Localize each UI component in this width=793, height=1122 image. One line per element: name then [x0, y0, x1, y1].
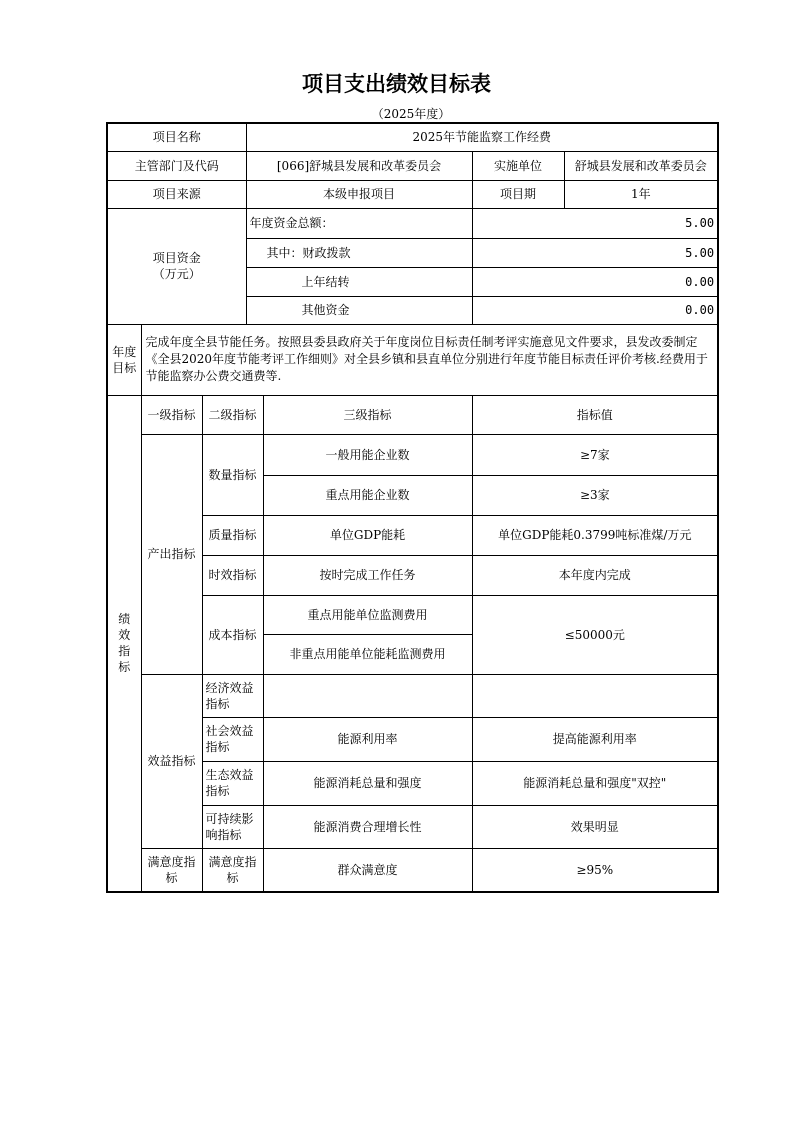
dept-value: [066]舒城县发展和改革委员会: [246, 151, 472, 180]
l3-indicator: 一般用能企业数: [263, 434, 472, 475]
indicator-value: ≤50000元: [472, 595, 718, 674]
name-label: 项目名称: [107, 123, 246, 151]
funds-label-text: 项目资金: [152, 251, 201, 265]
fund-value: 0.00: [472, 296, 718, 324]
benefit-label: 效益指标: [141, 674, 202, 848]
l3-indicator: 能源消费合理增长性: [263, 805, 472, 848]
l3-indicator: 重点用能单位监测费用: [263, 595, 472, 634]
l3-indicator: 能源利用率: [263, 717, 472, 761]
fund-label: 年度资金总额：: [246, 208, 472, 238]
header-l2: 二级指标: [202, 395, 263, 434]
indicator-value: 提高能源利用率: [472, 717, 718, 761]
output-label: 产出指标: [141, 434, 202, 674]
fund-label: 上年结转: [246, 267, 472, 296]
indicator-value: 能源消耗总量和强度"双控": [472, 761, 718, 805]
perf-label: 绩效指标: [107, 395, 141, 892]
goal-text: 完成年度全县节能任务。按照县委县政府关于年度岗位目标责任制考评实施意见文件要求，县发改委制定《全县2020年度节能考评工作细则》对全县乡镇和县直单位分别进行年度节能目标责任评价考核.经费用于节能监察办公费交通费等.: [141, 324, 718, 395]
header-value: 指标值: [472, 395, 718, 434]
source-value: 本级申报项目: [246, 180, 472, 208]
l3-indicator: 非重点用能单位能耗监测费用: [263, 634, 472, 674]
unit-value: 舒城县发展和改革委员会: [564, 151, 718, 180]
year-subtitle: （2025年度）: [371, 107, 451, 121]
l2-indicator: 时效指标: [202, 555, 263, 595]
l3-indicator: 群众满意度: [263, 848, 472, 892]
page-title: 项目支出绩效目标表: [302, 72, 491, 96]
l3-indicator: 能源消耗总量和强度: [263, 761, 472, 805]
l3-indicator: [263, 674, 472, 717]
indicator-value: ≥3家: [472, 475, 718, 515]
l2-indicator: 生态效益指标: [202, 761, 263, 805]
l3-indicator: 单位GDP能耗: [263, 515, 472, 555]
goal-label: 年度目标: [107, 324, 141, 395]
l2-indicator: 可持续影响指标: [202, 805, 263, 848]
indicator-value: 本年度内完成: [472, 555, 718, 595]
l2-indicator: 经济效益指标: [202, 674, 263, 717]
unit-label: 实施单位: [472, 151, 564, 180]
l2-indicator: 数量指标: [202, 434, 263, 515]
fund-value: 5.00: [472, 238, 718, 267]
fund-value: 0.00: [472, 267, 718, 296]
funds-unit: （万元）: [152, 267, 201, 281]
indicator-value: ≥95%: [472, 848, 718, 892]
project-name: 2025年节能监察工作经费: [246, 123, 718, 151]
indicator-value: 效果明显: [472, 805, 718, 848]
header-l1: 一级指标: [141, 395, 202, 434]
l2-indicator: 社会效益指标: [202, 717, 263, 761]
period-value: 1年: [564, 180, 718, 208]
funds-label: [107, 208, 246, 324]
satisfaction-label: 满意度指标: [141, 848, 202, 892]
l3-indicator: 按时完成工作任务: [263, 555, 472, 595]
l3-indicator: 重点用能企业数: [263, 475, 472, 515]
fund-label: 其他资金: [246, 296, 472, 324]
l2-indicator: 满意度指标: [202, 848, 263, 892]
source-label: 项目来源: [107, 180, 246, 208]
indicator-value: [472, 674, 718, 717]
indicator-value: ≥7家: [472, 434, 718, 475]
l2-indicator: 质量指标: [202, 515, 263, 555]
performance-table: [106, 122, 719, 893]
fund-label: 其中：财政拨款: [246, 238, 472, 267]
l2-indicator: 成本指标: [202, 595, 263, 674]
header-l3: 三级指标: [263, 395, 472, 434]
period-label: 项目期: [472, 180, 564, 208]
dept-label: 主管部门及代码: [107, 151, 246, 180]
fund-value: 5.00: [472, 208, 718, 238]
indicator-value: 单位GDP能耗0.3799吨标准煤/万元: [472, 515, 718, 555]
